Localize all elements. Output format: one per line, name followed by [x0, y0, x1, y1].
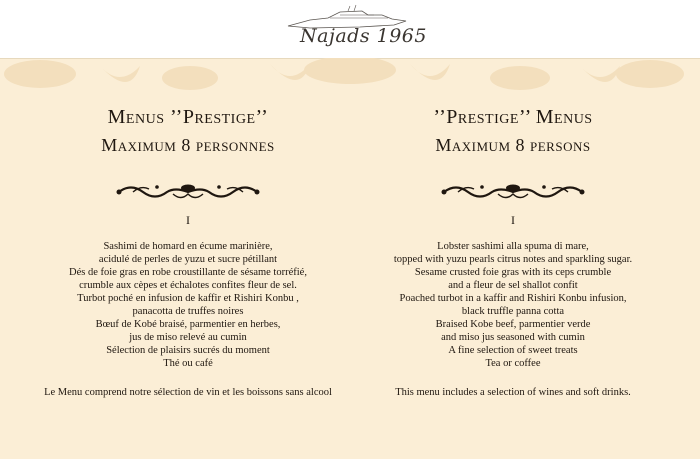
- french-course-numeral: I: [186, 213, 190, 227]
- menu-item-line: Bœuf de Kobé braisé, parmentier en herbes,: [95, 319, 281, 330]
- menu-item-line: Sashimi de homard en écume marinière,: [103, 241, 273, 252]
- french-menu-note: Le Menu comprend notre sélection de vin et les boissons sans alcool: [44, 387, 332, 398]
- ornament-flourish-icon: [113, 181, 263, 203]
- menu-item-line: A fine selection of sweet treats: [448, 345, 578, 356]
- menu-item-line: acidulé de perles de yuzu et sucre pétillant: [98, 254, 278, 265]
- english-course-numeral: I: [511, 213, 515, 227]
- menu-item-line: jus de miso relevé au cumin: [129, 332, 247, 343]
- english-menu-items: [348, 240, 678, 370]
- english-menu-note: This menu includes a selection of wines and soft drinks.: [395, 387, 631, 398]
- menu-item-line: Tea or coffee: [485, 358, 541, 369]
- english-menu-subtitle: Maximum 8 persons: [435, 135, 591, 155]
- french-menu-subtitle: Maximum 8 personnes: [101, 135, 275, 155]
- menu-item-line: Lobster sashimi alla spuma di mare,: [437, 241, 589, 252]
- menu-item-line: and a fleur de sel shallot confit: [448, 280, 578, 291]
- menu-item-line: and miso jus seasoned with cumin: [441, 332, 585, 343]
- english-menu-title: ’’Prestige’’ Menus: [433, 106, 593, 128]
- ornament-flourish-icon: [438, 181, 588, 203]
- french-menu-title: Menus ’’Prestige’’: [107, 106, 269, 128]
- french-menu-items: [23, 240, 353, 370]
- english-menu-column: [348, 105, 678, 399]
- menu-item-line: Sélection de plaisirs sucrés du moment: [106, 345, 270, 356]
- menu-item-line: Braised Kobe beef, parmentier verde: [435, 319, 591, 330]
- menu-item-line: Poached turbot in a kaffir and Rishiri Konbu infusion,: [399, 293, 627, 304]
- menu-item-line: Turbot poché en infusion de kaffir et Rishiri Konbu ,: [77, 293, 299, 304]
- menu-item-line: panacotta de truffes noires: [132, 306, 244, 317]
- header-bar: [0, 0, 700, 59]
- menu-item-line: Dés de foie gras en robe croustillante de sésame torréfié,: [69, 267, 307, 278]
- menu-item-line: crumble aux cèpes et échalotes confites fleur de sel.: [79, 280, 297, 291]
- french-menu-column: [23, 105, 353, 399]
- menu-item-line: topped with yuzu pearls citrus notes and sparkling sugar.: [393, 254, 633, 265]
- menu-item-line: black truffle panna cotta: [461, 306, 565, 317]
- menu-item-line: Thé ou café: [163, 358, 213, 369]
- brand-logo-text: Najads 1965: [300, 25, 427, 47]
- menu-item-line: Sesame crusted foie gras with its ceps crumble: [414, 267, 612, 278]
